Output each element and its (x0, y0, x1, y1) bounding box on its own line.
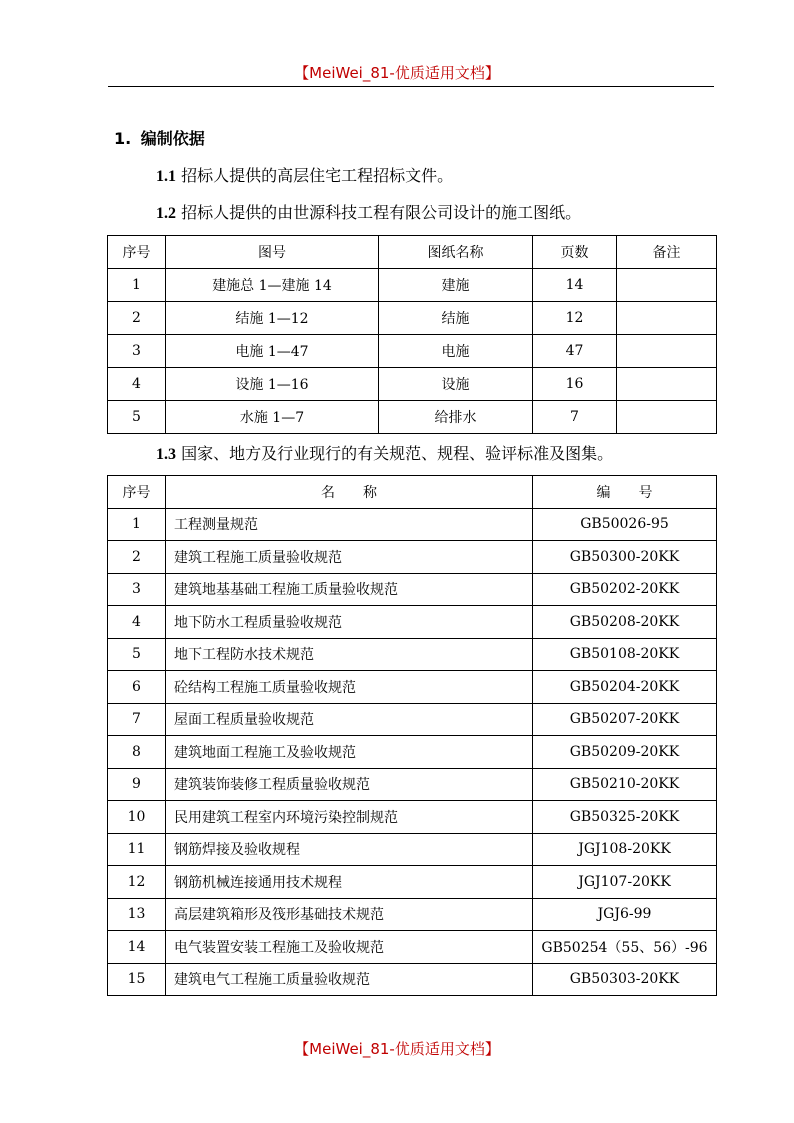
table-row (108, 671, 717, 704)
item-1-1 (156, 163, 453, 186)
table-cell: 建施总 1—建施 14 (166, 269, 379, 302)
table-row (108, 801, 717, 834)
table-cell (617, 368, 717, 401)
table-row (108, 736, 717, 769)
table-cell: 建筑地面工程施工及验收规范 (166, 736, 533, 769)
table-cell: 设施 1—16 (166, 368, 379, 401)
table-cell: 结施 (379, 302, 533, 335)
page-footer: 【MeiWei_81-优质适用文档】 (294, 1040, 500, 1058)
table-row (108, 931, 717, 964)
table-cell: 7 (108, 703, 166, 736)
table-cell: 12 (533, 302, 617, 335)
table-cell: 钢筋焊接及验收规程 (166, 833, 533, 866)
standards-table (107, 475, 717, 996)
table-cell: GB50207-20KK (533, 703, 717, 736)
table-cell: 电施 1—47 (166, 335, 379, 368)
table-row (108, 541, 717, 574)
table-row (108, 898, 717, 931)
item-number: 1.2 (156, 205, 176, 222)
column-header: 页数 (533, 236, 617, 269)
table-cell: GB50210-20KK (533, 768, 717, 801)
table-cell: GB50026-95 (533, 508, 717, 541)
table-row (108, 401, 717, 434)
column-header: 图纸名称 (379, 236, 533, 269)
table-header-row (108, 236, 717, 269)
table-cell: 2 (108, 302, 166, 335)
table-cell: GB50325-20KK (533, 801, 717, 834)
item-1-2 (156, 200, 581, 223)
table-cell: 高层建筑箱形及筏形基础技术规范 (166, 898, 533, 931)
table-cell: 4 (108, 368, 166, 401)
table-row (108, 606, 717, 639)
table-header-row (108, 476, 717, 509)
table-cell: 3 (108, 573, 166, 606)
table-row (108, 508, 717, 541)
table-cell: 电施 (379, 335, 533, 368)
table-row (108, 833, 717, 866)
table-cell: 结施 1—12 (166, 302, 379, 335)
table-cell: 1 (108, 269, 166, 302)
table-cell: 5 (108, 638, 166, 671)
page-header: 【MeiWei_81-优质适用文档】 (294, 64, 500, 82)
header-rule (108, 86, 714, 87)
table-row (108, 302, 717, 335)
table-cell: 1 (108, 508, 166, 541)
column-header: 图号 (166, 236, 379, 269)
table-cell: 钢筋机械连接通用技术规程 (166, 866, 533, 899)
table-cell: JGJ108-20KK (533, 833, 717, 866)
table-cell: 建筑装饰装修工程质量验收规范 (166, 768, 533, 801)
table-cell: JGJ107-20KK (533, 866, 717, 899)
table-cell: GB50202-20KK (533, 573, 717, 606)
item-text: 国家、地方及行业现行的有关规范、规程、验评标准及图集。 (181, 444, 614, 463)
drawings-table (107, 235, 717, 434)
table-row (108, 703, 717, 736)
table-cell: GB50204-20KK (533, 671, 717, 704)
table-cell: 10 (108, 801, 166, 834)
table-cell: GB50254（55、56）-96 (533, 931, 717, 964)
table-cell (617, 401, 717, 434)
table-cell: 14 (108, 931, 166, 964)
table-cell: 屋面工程质量验收规范 (166, 703, 533, 736)
table-cell: 设施 (379, 368, 533, 401)
table-cell: 建筑工程施工质量验收规范 (166, 541, 533, 574)
table-cell: 工程测量规范 (166, 508, 533, 541)
table-cell: GB50300-20KK (533, 541, 717, 574)
table-cell: GB50108-20KK (533, 638, 717, 671)
table-cell: 12 (108, 866, 166, 899)
table-cell: 13 (108, 898, 166, 931)
table-row (108, 573, 717, 606)
table-cell: 8 (108, 736, 166, 769)
column-header: 名 称 (166, 476, 533, 509)
table-cell: 47 (533, 335, 617, 368)
item-text: 招标人提供的由世源科技工程有限公司设计的施工图纸。 (181, 203, 582, 222)
table-row (108, 963, 717, 996)
table-cell: 9 (108, 768, 166, 801)
table-cell: GB50209-20KK (533, 736, 717, 769)
table-cell: 6 (108, 671, 166, 704)
item-number: 1.1 (156, 168, 176, 185)
table-cell: 4 (108, 606, 166, 639)
section-number: 1. (114, 129, 132, 148)
section-title: 编制依据 (140, 129, 205, 148)
table-cell: 建筑电气工程施工质量验收规范 (166, 963, 533, 996)
table-cell: 水施 1—7 (166, 401, 379, 434)
table-cell: JGJ6-99 (533, 898, 717, 931)
table-cell: GB50208-20KK (533, 606, 717, 639)
table-cell: 电气装置安装工程施工及验收规范 (166, 931, 533, 964)
table-row (108, 768, 717, 801)
table-cell: 砼结构工程施工质量验收规范 (166, 671, 533, 704)
column-header: 编 号 (533, 476, 717, 509)
table-row (108, 335, 717, 368)
table-cell: 民用建筑工程室内环境污染控制规范 (166, 801, 533, 834)
table-cell: 给排水 (379, 401, 533, 434)
table-cell: 地下防水工程质量验收规范 (166, 606, 533, 639)
table-cell: 7 (533, 401, 617, 434)
table-row (108, 269, 717, 302)
item-number: 1.3 (156, 446, 176, 463)
table-cell: 15 (108, 963, 166, 996)
section-heading (114, 126, 205, 149)
table-cell: GB50303-20KK (533, 963, 717, 996)
table-row (108, 368, 717, 401)
column-header: 备注 (617, 236, 717, 269)
table-cell: 14 (533, 269, 617, 302)
table-cell: 16 (533, 368, 617, 401)
item-text: 招标人提供的高层住宅工程招标文件。 (181, 166, 454, 185)
table-cell: 建施 (379, 269, 533, 302)
table-cell: 5 (108, 401, 166, 434)
table-cell: 2 (108, 541, 166, 574)
table-cell (617, 269, 717, 302)
table-row (108, 866, 717, 899)
table-cell: 建筑地基基础工程施工质量验收规范 (166, 573, 533, 606)
column-header: 序号 (108, 476, 166, 509)
item-1-3 (156, 441, 613, 464)
table-cell (617, 302, 717, 335)
column-header: 序号 (108, 236, 166, 269)
table-cell (617, 335, 717, 368)
table-cell: 3 (108, 335, 166, 368)
table-cell: 11 (108, 833, 166, 866)
table-row (108, 638, 717, 671)
table-cell: 地下工程防水技术规范 (166, 638, 533, 671)
